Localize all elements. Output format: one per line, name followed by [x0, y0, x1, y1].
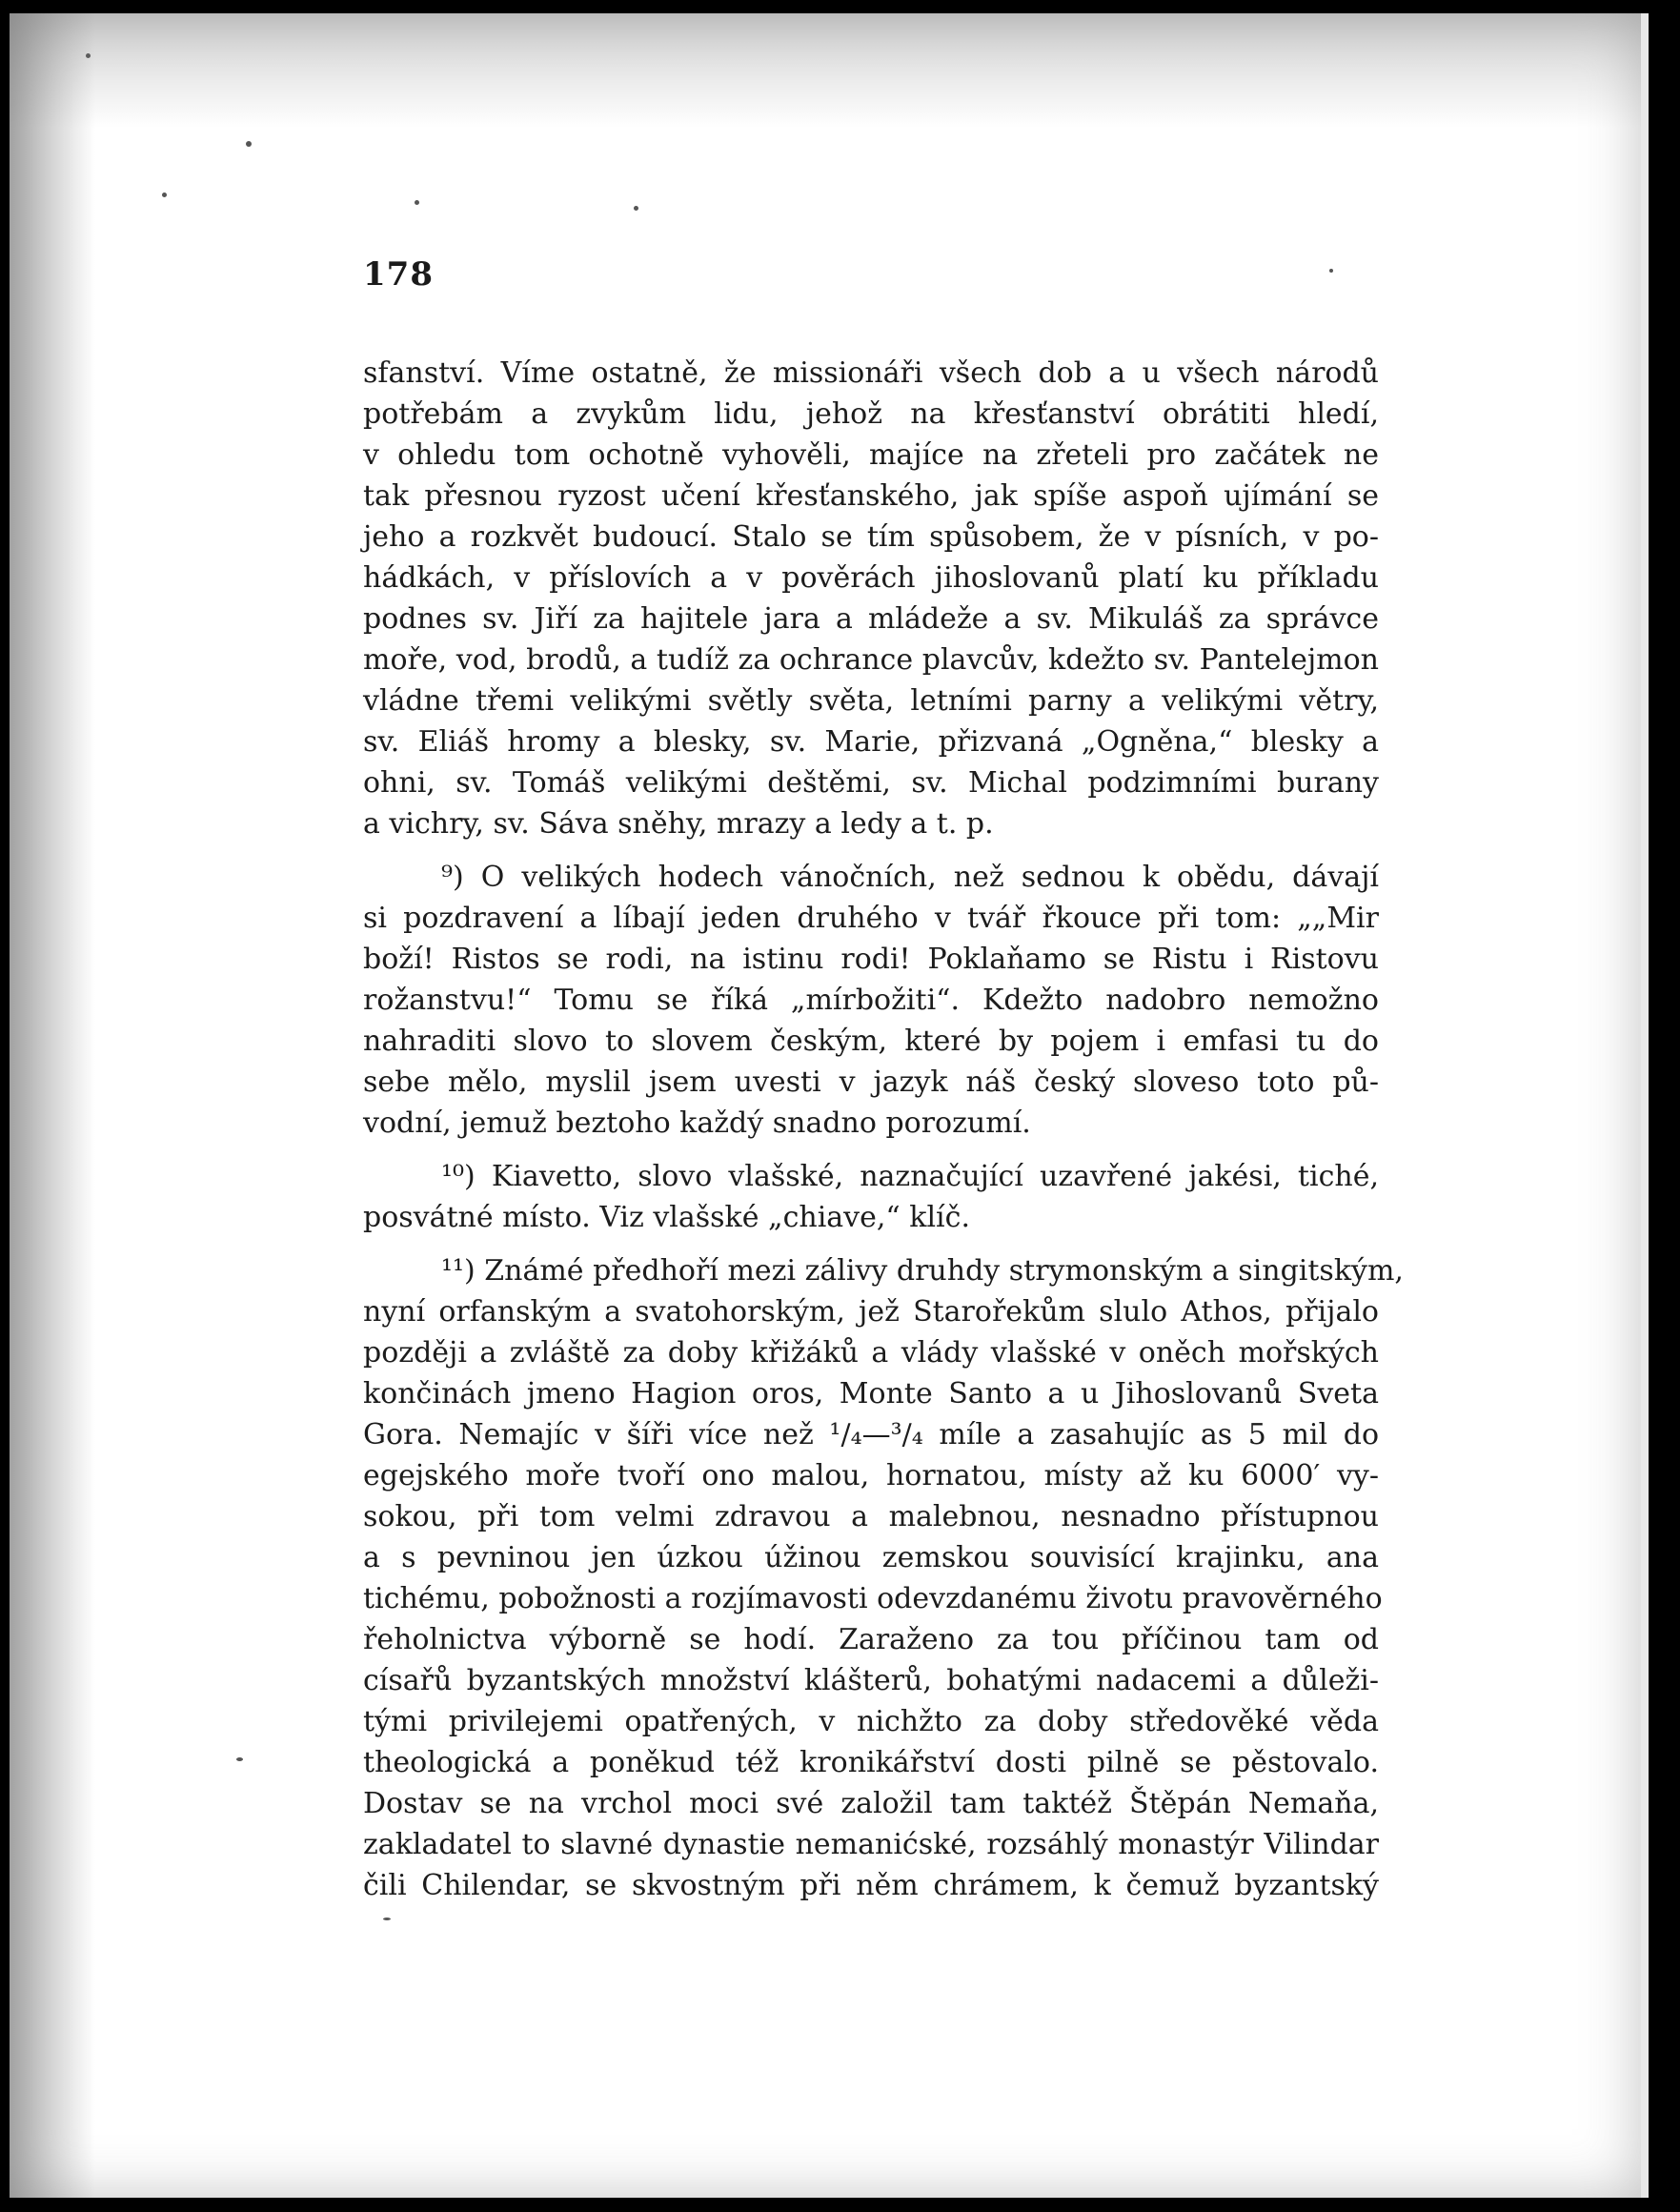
text-line: a s pevninou jen úzkou úžinou zemskou souvisící krajinku, ana [363, 1541, 1379, 1574]
text-line: zakladatel to slavné dynastie nemanićské, rozsáhlý monastýr Vilindar [363, 1828, 1379, 1861]
text-line: podnes sv. Jiří za hajitele jara a mládeže a sv. Mikuláš za správce [363, 602, 1379, 636]
text-line: theologická a poněkud též kronikářství dosti pilně se pěstovalo. [363, 1746, 1379, 1779]
scan-speck [236, 1757, 243, 1761]
scan-speck [246, 141, 252, 147]
text-line: vládne třemi velikými světly světa, letními parny a velikými větry, [363, 684, 1379, 718]
text-line: Gora. Nemajíc v šíři více než ¹/₄—³/₄ míle a zasahujíc as 5 mil do [363, 1418, 1379, 1451]
text-line: v ohledu tom ochotně vyhověli, majíce na zřeteli pro začátek ne [363, 438, 1379, 472]
text-line: posvátné místo. Viz vlašské „chiave,“ klíč. [363, 1201, 970, 1234]
text-line: ⁹) O velikých hodech vánočních, než sednou k obědu, dávají [441, 861, 1379, 894]
text-line: sv. Eliáš hromy a blesky, sv. Marie, přizvaná „Ogněna,“ blesky a [363, 725, 1379, 759]
text-line: řeholnictva výborně se hodí. Zaraženo za tou příčinou tam od [363, 1623, 1379, 1656]
page-edge [1641, 13, 1649, 2198]
footnote-10 [363, 1156, 1379, 1238]
page-number: 178 [363, 255, 434, 294]
footnote-11 [363, 1250, 1404, 1906]
scan-speck [634, 206, 638, 211]
scan-border [1649, 0, 1680, 2212]
scan-speck [383, 1918, 391, 1920]
text-line: císařů byzantských množství klášterů, bohatými nadacemi a důleži- [363, 1664, 1379, 1697]
text-line: ohni, sv. Tomáš velikými deštěmi, sv. Michal podzimními burany [363, 766, 1379, 800]
scan-speck [1329, 269, 1333, 273]
text-line: egejského moře tvoří ono malou, hornatou, místy až ku 6000′ vy- [363, 1459, 1379, 1492]
text-line: potřebám a zvykům lidu, jehož na křesťanství obrátiti hledí, [363, 397, 1379, 431]
text-line: sfanství. Víme ostatně, že missionáři všech dob a u všech národů [363, 356, 1379, 390]
text-line: sokou, při tom velmi zdravou a malebnou, nesnadno přístupnou [363, 1500, 1379, 1533]
text-line: moře, vod, brodů, a tudíž za ochrance plavcův, kdežto sv. Pantelejmon [363, 643, 1379, 677]
paragraph-gap [363, 1238, 1379, 1250]
text-line: Dostav se na vrchol moci své založil tam taktéž Štěpán Nemaňa, [363, 1787, 1379, 1820]
paragraph-gap [363, 1144, 1379, 1156]
text-line: tichému, pobožnosti a rozjímavosti odevzdanému životu pravověrného [363, 1582, 1383, 1615]
text-line: nahraditi slovo to slovem českým, které by pojem i emfasi tu do [363, 1025, 1379, 1058]
paragraph [363, 353, 1379, 844]
text-line: vodní, jemuž beztoho každý snadno porozumí. [363, 1106, 1031, 1140]
text-line: tými privilejemi opatřených, v nichžto za doby středověké věda [363, 1705, 1379, 1738]
text-line: hádkách, v příslovích a v pověrách jihoslovanů platí ku příkladu [363, 561, 1379, 595]
text-line: tak přesnou ryzost učení křesťanského, jak spíše aspoň ujímání se [363, 479, 1379, 513]
text-line: končinách jmeno Hagion oros, Monte Santo a u Jihoslovanů Sveta [363, 1377, 1379, 1410]
text-line: rožanstvu!“ Tomu se říká „mírbožiti“. Kdežto nadobro nemožno [363, 984, 1379, 1017]
scan-speck [415, 200, 419, 205]
text-line: čili Chilendar, se skvostným při něm chrámem, k čemuž byzantský [363, 1869, 1379, 1902]
paragraph-gap [363, 844, 1379, 857]
text-line: ¹¹) Známé předhoří mezi zálivy druhdy strymonským a singitským, [441, 1254, 1404, 1288]
footnote-9 [363, 857, 1379, 1144]
text-line: si pozdravení a líbají jeden druhého v tvář řkouce při tom: „„Mir [363, 902, 1379, 935]
text-line: boží! Ristos se rodi, na istinu rodi! Poklaňamo se Ristu i Ristovu [363, 943, 1379, 976]
text-line: později a zvláště za doby křižáků a vlády vlašské v oněch mořských [363, 1336, 1379, 1370]
text-line: a vichry, sv. Sáva sněhy, mrazy a ledy a t. p. [363, 807, 994, 841]
text-line: jeho a rozkvět budoucí. Stalo se tím spůsobem, že v písních, v po- [363, 520, 1379, 554]
text-line: sebe mělo, myslil jsem uvesti v jazyk náš český sloveso toto pů- [363, 1065, 1379, 1099]
body-text [363, 353, 1404, 1906]
text-line: nyní orfanským a svatohorským, jež Starořekům slulo Athos, přijalo [363, 1295, 1379, 1329]
scan-speck [86, 53, 91, 58]
scan-speck [162, 193, 167, 197]
text-line: ¹⁰) Kiavetto, slovo vlašské, naznačující uzavřené jakési, tiché, [441, 1160, 1379, 1193]
